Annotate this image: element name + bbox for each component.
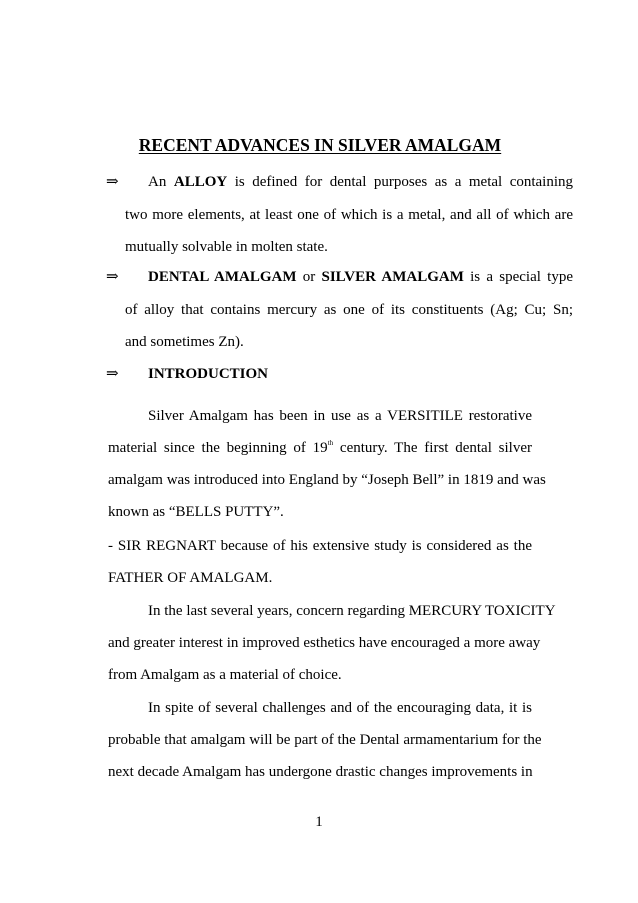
paragraph-line: In the last several years, concern regarding MERCURY TOXICITY (148, 603, 556, 619)
paragraph-line: and greater interest in improved esthetics have encouraged a more away (108, 635, 541, 651)
page-number: 1 (315, 814, 323, 830)
page-title: RECENT ADVANCES IN SILVER AMALGAM (138, 135, 502, 155)
bullet-line: mutually solvable in molten state. (125, 239, 328, 255)
bullet-line: and sometimes Zn). (125, 334, 244, 350)
arrow-icon: ⇒ (106, 269, 119, 285)
paragraph-line: known as “BELLS PUTTY”. (108, 504, 284, 520)
bullet-line: two more elements, at least one of which is a metal, and all of which are (125, 207, 573, 223)
paragraph-line: amalgam was introduced into England by “Joseph Bell” in 1819 and was (108, 472, 546, 488)
paragraph-line: - SIR REGNART because of his extensive study is considered as the (108, 538, 532, 554)
paragraph-line: FATHER OF AMALGAM. (108, 570, 273, 586)
bullet-line: of alloy that contains mercury as one of its constituents (Ag; Cu; Sn; (125, 302, 573, 318)
arrow-icon: ⇒ (106, 174, 119, 190)
paragraph-line: probable that amalgam will be part of the Dental armamentarium for the (108, 732, 542, 748)
paragraph-line: Silver Amalgam has been in use as a VERSITILE restorative (148, 408, 532, 424)
section-heading: INTRODUCTION (148, 366, 269, 382)
paragraph-line: next decade Amalgam has undergone drastic changes improvements in (108, 764, 533, 780)
bullet-line: DENTAL AMALGAM or SILVER AMALGAM is a special type (148, 269, 574, 285)
arrow-icon: ⇒ (106, 366, 119, 382)
paragraph-line: material since the beginning of 19th century. The first dental silver (108, 439, 532, 456)
paragraph-line: In spite of several challenges and of the encouraging data, it is (148, 700, 532, 716)
bullet-line: An ALLOY is defined for dental purposes as a metal containing (148, 174, 574, 190)
paragraph-line: from Amalgam as a material of choice. (108, 667, 342, 683)
